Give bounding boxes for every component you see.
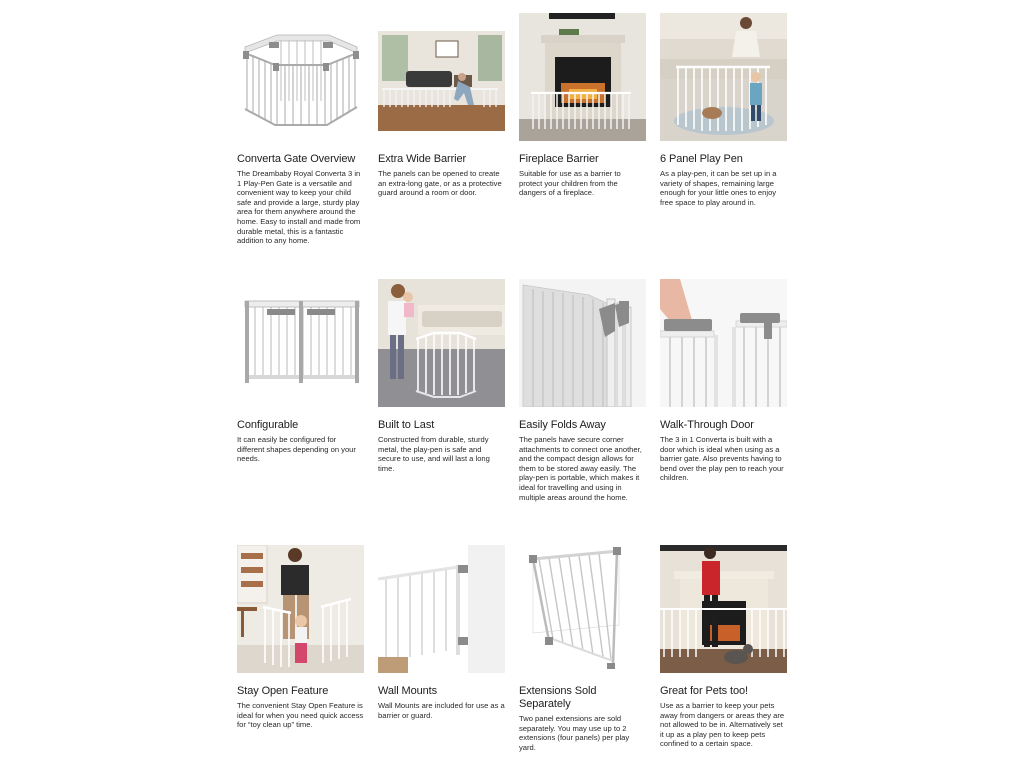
feature-card-extensions: [519, 545, 646, 775]
feature-title: Built to Last: [378, 419, 435, 431]
feature-title: Great for Pets too!: [660, 685, 748, 697]
feature-description: Use as a barrier to keep your pets away from dangers or areas they are not allowed to be in. Alternatively set it up as a play pen to keep pets confined to a certain space.: [660, 701, 785, 749]
feature-title: Stay Open Feature: [237, 685, 329, 697]
feature-description: Two panel extensions are sold separately. You may use up to 2 extensions (four panels) per play yard.: [519, 714, 630, 752]
mother-child-playpen-icon: [378, 279, 505, 407]
door-latch-icon: [660, 279, 787, 407]
feature-title: Easily Folds Away: [519, 419, 606, 431]
wall-mount-icon: [378, 545, 505, 673]
father-child-gate-icon: [237, 545, 364, 673]
feature-card-built-to-last: [378, 279, 505, 545]
feature-title: Extensions Sold Separately: [519, 685, 597, 710]
feature-description: The Dreambaby Royal Converta 3 in 1 Play-Pen Gate is a versatile and convenient way to keep your child safe and provide a large, sturdy play area for them anywhere around the home. Easy to install and made from durable metal, this is a fantastic addition to any home.: [237, 169, 361, 246]
feature-description: The 3 in 1 Converta is built with a door which is ideal when using as a barrier gate. Also prevents having to bend over the play pen to reach your children.: [660, 435, 784, 483]
pets-fireplace-icon: [660, 545, 787, 673]
feature-title: Configurable: [237, 419, 299, 431]
feature-description: The panels have secure corner attachments to connect one another, and the compact design allows for them to be stored away easily. The play-pen is portable, which makes it ideal for travelling and using in multiple areas around the home.: [519, 435, 642, 502]
feature-description: Constructed from durable, sturdy metal, the play-pen is safe and secure to use, and will last a long time.: [378, 435, 490, 473]
feature-grid: [237, 13, 789, 775]
feature-card-wall-mounts: [378, 545, 505, 775]
feature-title: Wall Mounts: [378, 685, 438, 697]
feature-title: 6 Panel Play Pen: [660, 153, 743, 165]
feature-card-play-pen: [660, 13, 787, 279]
feature-card-overview: [237, 13, 364, 279]
feature-card-stay-open: [237, 545, 364, 775]
feature-title: Extra Wide Barrier: [378, 153, 467, 165]
feature-card-walk-through: [660, 279, 787, 545]
feature-title: Walk-Through Door: [660, 419, 754, 431]
feature-description: The panels can be opened to create an extra-long gate, or as a protective guard around a room or door.: [378, 169, 502, 198]
feature-card-folds-away: [519, 279, 646, 545]
living-room-barrier-icon: [378, 31, 505, 131]
feature-description: Wall Mounts are included for use as a barrier or guard.: [378, 701, 505, 720]
feature-title: Fireplace Barrier: [519, 153, 599, 165]
feature-title: Converta Gate Overview: [237, 153, 356, 165]
feature-description: It can easily be configured for different shapes depending on your needs.: [237, 435, 356, 464]
feature-description: Suitable for use as a barrier to protect your children from the dangers of a fireplace.: [519, 169, 621, 198]
feature-card-pets: [660, 545, 787, 775]
hexagon-playpen-icon: [237, 13, 364, 141]
feature-card-fireplace: [519, 13, 646, 279]
feature-card-extra-wide: [378, 13, 505, 279]
square-playpen-icon: [237, 279, 364, 407]
folded-panels-icon: [519, 279, 646, 407]
fireplace-barrier-icon: [519, 13, 646, 141]
extension-panel-icon: [519, 545, 646, 673]
feature-description: The convenient Stay Open Feature is ideal for when you need quick access for “toy clean up” time.: [237, 701, 364, 730]
feature-card-configurable: [237, 279, 364, 545]
feature-description: As a play-pen, it can be set up in a variety of shapes, remaining large enough for your little ones to enjoy free space to play around in.: [660, 169, 777, 207]
playpen-family-icon: [660, 13, 787, 141]
